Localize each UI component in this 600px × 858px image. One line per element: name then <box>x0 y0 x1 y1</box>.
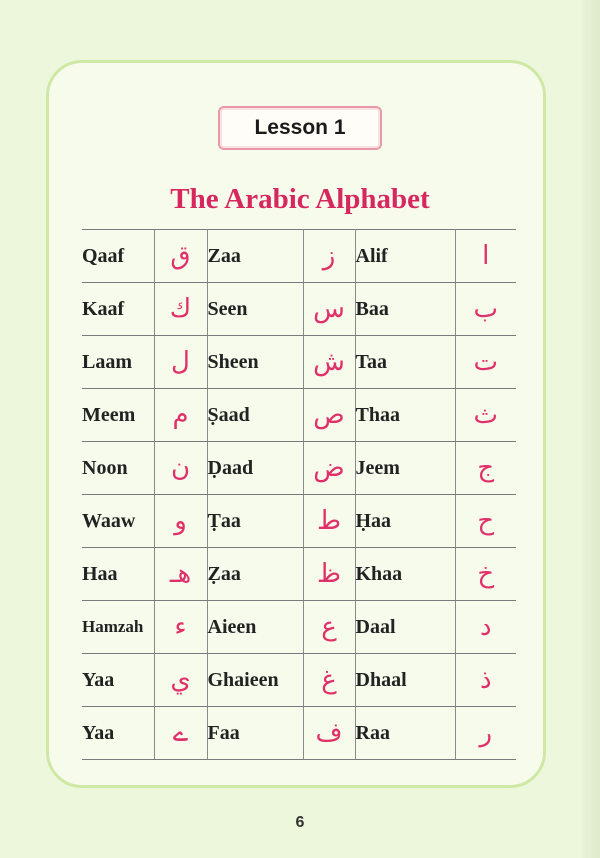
table-row <box>82 495 516 548</box>
letter-name: Ṭaa <box>207 495 303 548</box>
letter-name: Sheen <box>207 336 303 389</box>
letter-name: Aieen <box>207 601 303 654</box>
letter-name: Thaa <box>355 389 455 442</box>
arabic-letter: ح <box>455 495 516 548</box>
arabic-letter: ت <box>455 336 516 389</box>
page-number: 6 <box>295 814 305 831</box>
arabic-letter: ش <box>303 336 355 389</box>
arabic-letter: ظ <box>303 548 355 601</box>
table-row <box>82 389 516 442</box>
letter-name: Dhaal <box>355 654 455 707</box>
table-row <box>82 654 516 707</box>
letter-name: Yaa <box>82 654 154 707</box>
letter-name: Ghaieen <box>207 654 303 707</box>
arabic-letter: ج <box>455 442 516 495</box>
table-row <box>82 707 516 760</box>
table-row <box>82 283 516 336</box>
arabic-letter: ث <box>455 389 516 442</box>
letter-name: Waaw <box>82 495 154 548</box>
letter-name: Raa <box>355 707 455 760</box>
arabic-letter: ب <box>455 283 516 336</box>
arabic-letter: ط <box>303 495 355 548</box>
arabic-letter: ق <box>154 230 207 283</box>
arabic-letter: ض <box>303 442 355 495</box>
arabic-letter: ے <box>154 707 207 760</box>
letter-name: Yaa <box>82 707 154 760</box>
letter-name: Ḥaa <box>355 495 455 548</box>
table-row <box>82 336 516 389</box>
arabic-letter: خ <box>455 548 516 601</box>
table-row <box>82 230 516 283</box>
page-title: The Arabic Alphabet <box>170 183 430 215</box>
arabic-letter: ن <box>154 442 207 495</box>
table-row <box>82 601 516 654</box>
lesson-label: Lesson 1 <box>218 106 382 150</box>
letter-name: Noon <box>82 442 154 495</box>
arabic-letter: ذ <box>455 654 516 707</box>
letter-name: Alif <box>355 230 455 283</box>
arabic-letter: ع <box>303 601 355 654</box>
letter-name: Zaa <box>207 230 303 283</box>
alphabet-table <box>82 229 516 760</box>
letter-name: Khaa <box>355 548 455 601</box>
arabic-letter: ل <box>154 336 207 389</box>
arabic-letter: ا <box>455 230 516 283</box>
page-edge <box>582 0 600 858</box>
arabic-letter: ز <box>303 230 355 283</box>
letter-name: Jeem <box>355 442 455 495</box>
letter-name: Ṣaad <box>207 389 303 442</box>
letter-name: Daal <box>355 601 455 654</box>
letter-name: Meem <box>82 389 154 442</box>
arabic-letter: ك <box>154 283 207 336</box>
letter-name: Ḍaad <box>207 442 303 495</box>
letter-name: Haa <box>82 548 154 601</box>
letter-name: Laam <box>82 336 154 389</box>
letter-name: Seen <box>207 283 303 336</box>
table-row <box>82 548 516 601</box>
arabic-letter: س <box>303 283 355 336</box>
letter-name: Ẓaa <box>207 548 303 601</box>
letter-name: Taa <box>355 336 455 389</box>
arabic-letter: د <box>455 601 516 654</box>
letter-name: Hamzah <box>82 601 154 654</box>
arabic-letter: ي <box>154 654 207 707</box>
arabic-letter: ر <box>455 707 516 760</box>
arabic-letter: ء <box>154 601 207 654</box>
letter-name: Baa <box>355 283 455 336</box>
table-row <box>82 442 516 495</box>
arabic-letter: ص <box>303 389 355 442</box>
letter-name: Faa <box>207 707 303 760</box>
arabic-letter: و <box>154 495 207 548</box>
arabic-letter: هـ <box>154 548 207 601</box>
arabic-letter: غ <box>303 654 355 707</box>
letter-name: Kaaf <box>82 283 154 336</box>
letter-name: Qaaf <box>82 230 154 283</box>
arabic-letter: ف <box>303 707 355 760</box>
arabic-letter: م <box>154 389 207 442</box>
